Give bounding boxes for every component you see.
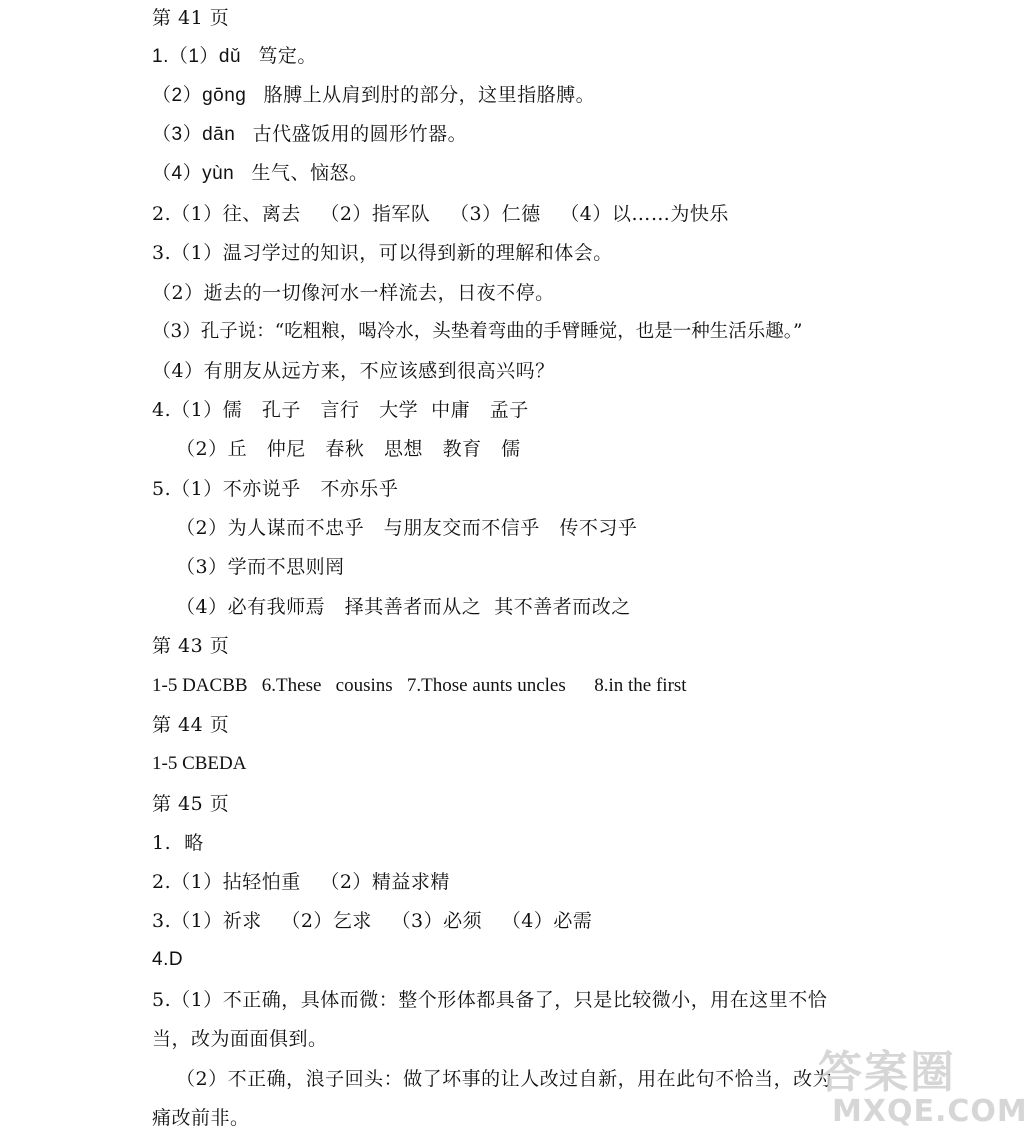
answer-line: 当，改为面面俱到。 [152, 1028, 328, 1050]
answer-line: （2）不正确，浪子回头：做了坏事的让人改过自新，用在此句不恰当，改为 [176, 1068, 833, 1090]
answer-line: 1-5 CBEDA [152, 753, 247, 774]
watermark-logo-text: 答案圈 [818, 1047, 956, 1098]
answer-line: （3）学而不思则罔 [176, 556, 345, 578]
answer-line: 2.（1）往、离去 （2）指军队 （3）仁德 （4）以……为快乐 [152, 203, 729, 225]
answer-line: （2）丘 仲尼 春秋 思想 教育 儒 [176, 438, 521, 460]
page-heading-41: 第 41 页 [152, 7, 230, 29]
answer-line: （2）为人谋而不忠乎 与朋友交而不信乎 传不习乎 [176, 517, 638, 539]
answer-line: （4）有朋友从远方来，不应该感到很高兴吗？ [152, 360, 555, 382]
answer-line: 3.（1）温习学过的知识，可以得到新的理解和体会。 [152, 242, 613, 264]
answer-line: 3.（1）祈求 （2）乞求 （3）必须 （4）必需 [152, 910, 593, 932]
page-heading-43: 第 43 页 [152, 635, 230, 657]
answer-line: 1.（1）dǔ 笃定。 [152, 46, 317, 67]
answer-line: （3）dān 古代盛饭用的圆形竹器。 [152, 124, 468, 145]
site-watermark [818, 1036, 1028, 1136]
answer-line: 4.D [152, 949, 184, 970]
answer-line: （4）yùn 生气、恼怒。 [152, 163, 369, 184]
answer-line: （4）必有我师焉 择其善者而从之 其不善者而改之 [176, 596, 631, 618]
answer-line: 5.（1）不正确，具体而微：整个形体都具备了，只是比较微小，用在这里不恰 [152, 989, 828, 1011]
answer-line: 5.（1）不亦说乎 不亦乐乎 [152, 478, 399, 500]
answer-line: （2）逝去的一切像河水一样流去，日夜不停。 [152, 282, 555, 304]
answer-line: （3）孔子说：“吃粗粮，喝冷水，头垫着弯曲的手臂睡觉，也是一种生活乐趣。” [152, 321, 803, 342]
answer-line: 痛改前非。 [152, 1107, 250, 1129]
answer-line: 1. 略 [152, 832, 204, 854]
page-heading-45: 第 45 页 [152, 793, 230, 815]
answer-line: 1-5 DACBB 6.These cousins 7.Those aunts uncles 8.in the first [152, 675, 687, 696]
answer-line: 4.（1）儒 孔子 言行 大学 中庸 孟子 [152, 399, 529, 421]
answer-line: 2.（1）拈轻怕重 （2）精益求精 [152, 871, 450, 893]
page-heading-44: 第 44 页 [152, 714, 230, 736]
watermark-url: MXQE.COM [832, 1094, 1028, 1129]
answer-line: （2）gōng 胳膊上从肩到肘的部分，这里指胳膊。 [152, 85, 596, 106]
